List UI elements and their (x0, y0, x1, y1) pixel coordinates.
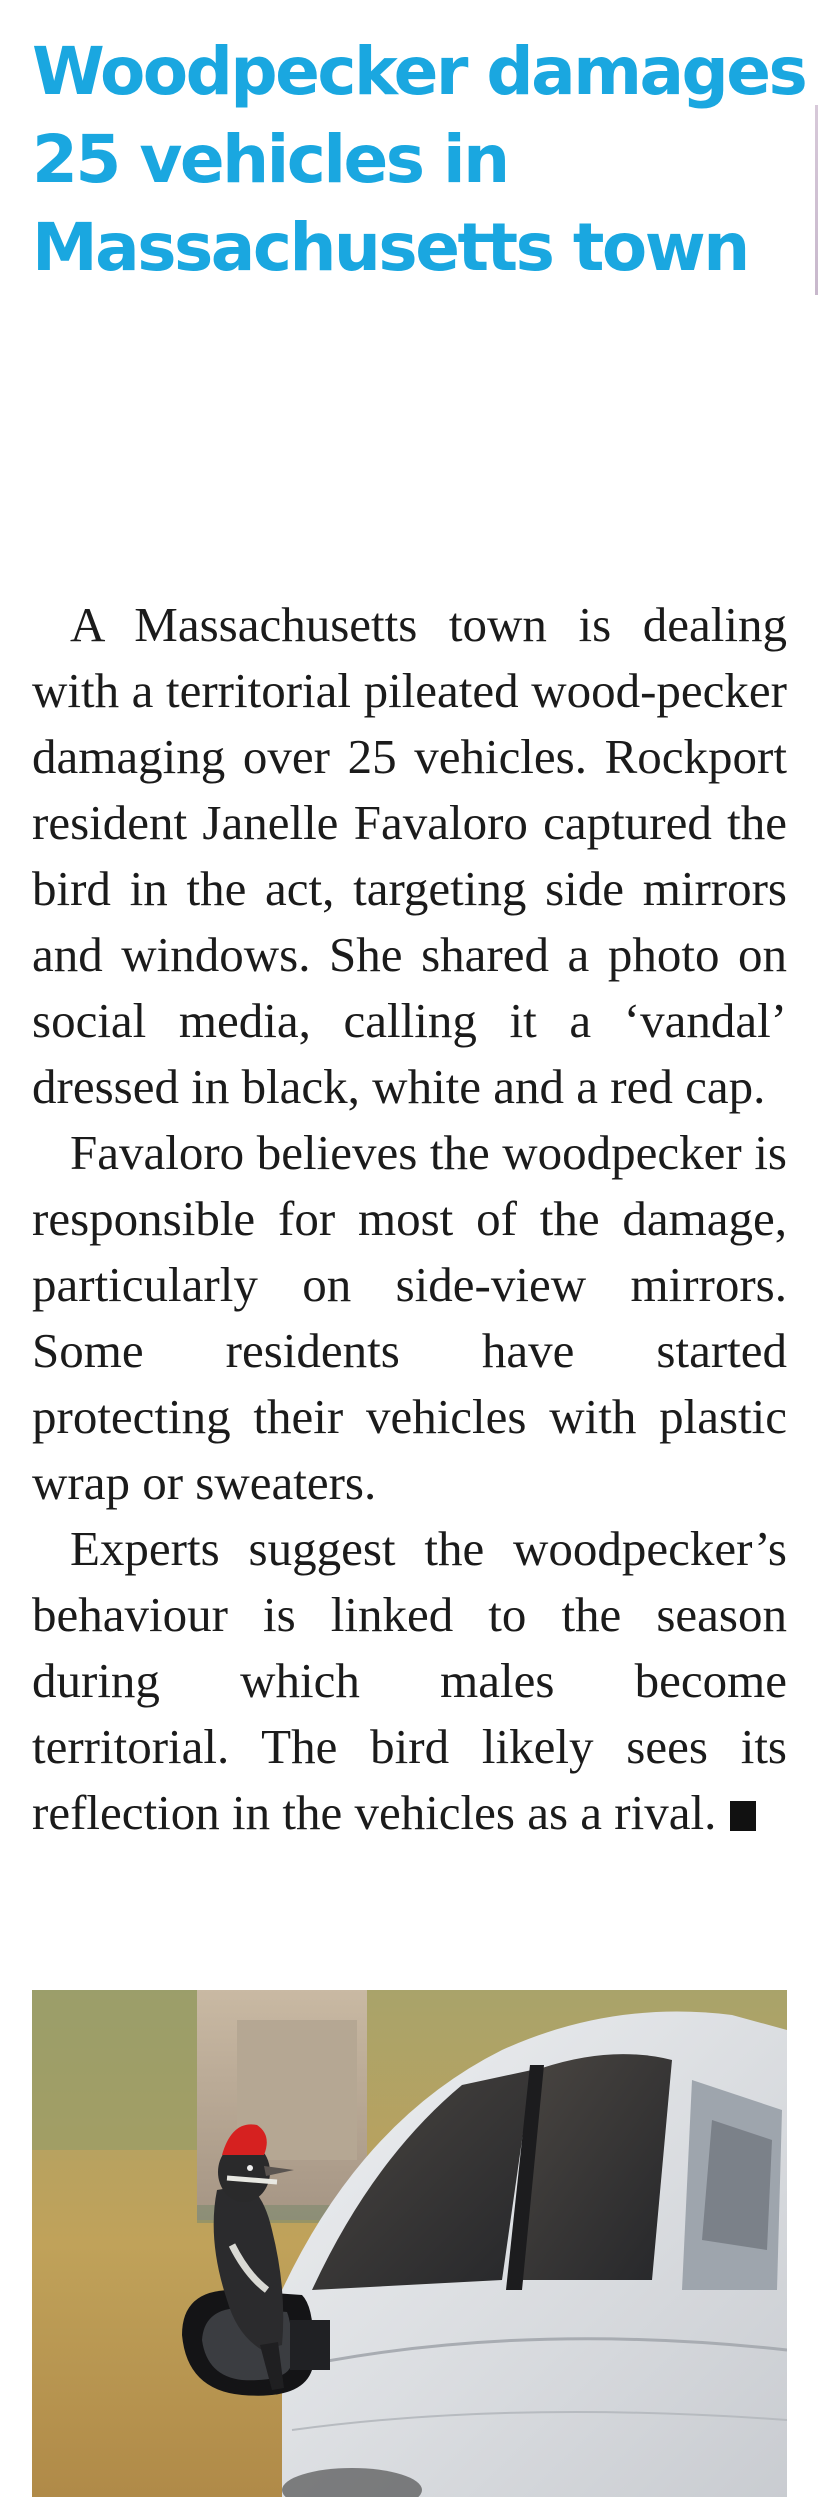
headline: Woodpecker damages 25 vehicles in Massachusetts town (32, 33, 806, 286)
paragraph: A Massachusetts town is dealing with a territorial pileated wood-pecker damaging over 25 vehicles. Rockport resident Janelle Favaloro captured the bird in the act, targeting side mirrors and windows. She shared a photo on social media, calling it a ‘vandal’ dressed in black, white and a red cap. (32, 597, 787, 1114)
woodpecker-on-car-mirror-photo (32, 1990, 787, 2497)
article-body (32, 592, 787, 1846)
photo-illustration (32, 1990, 787, 2497)
paragraph-text: Experts suggest the woodpecker’s behaviour is linked to the season during which males become territorial. The bird likely sees its reflection in the vehicles as a rival. (32, 1521, 787, 1840)
page-edge-rule (815, 105, 818, 295)
paragraph (32, 1516, 787, 1846)
paragraph: Favaloro believes the woodpecker is responsible for most of the damage, particularly on side-view mirrors. Some residents have started protecting their vehicles with plastic wrap or sweaters. (32, 1125, 787, 1510)
end-of-article-mark (730, 1801, 756, 1831)
